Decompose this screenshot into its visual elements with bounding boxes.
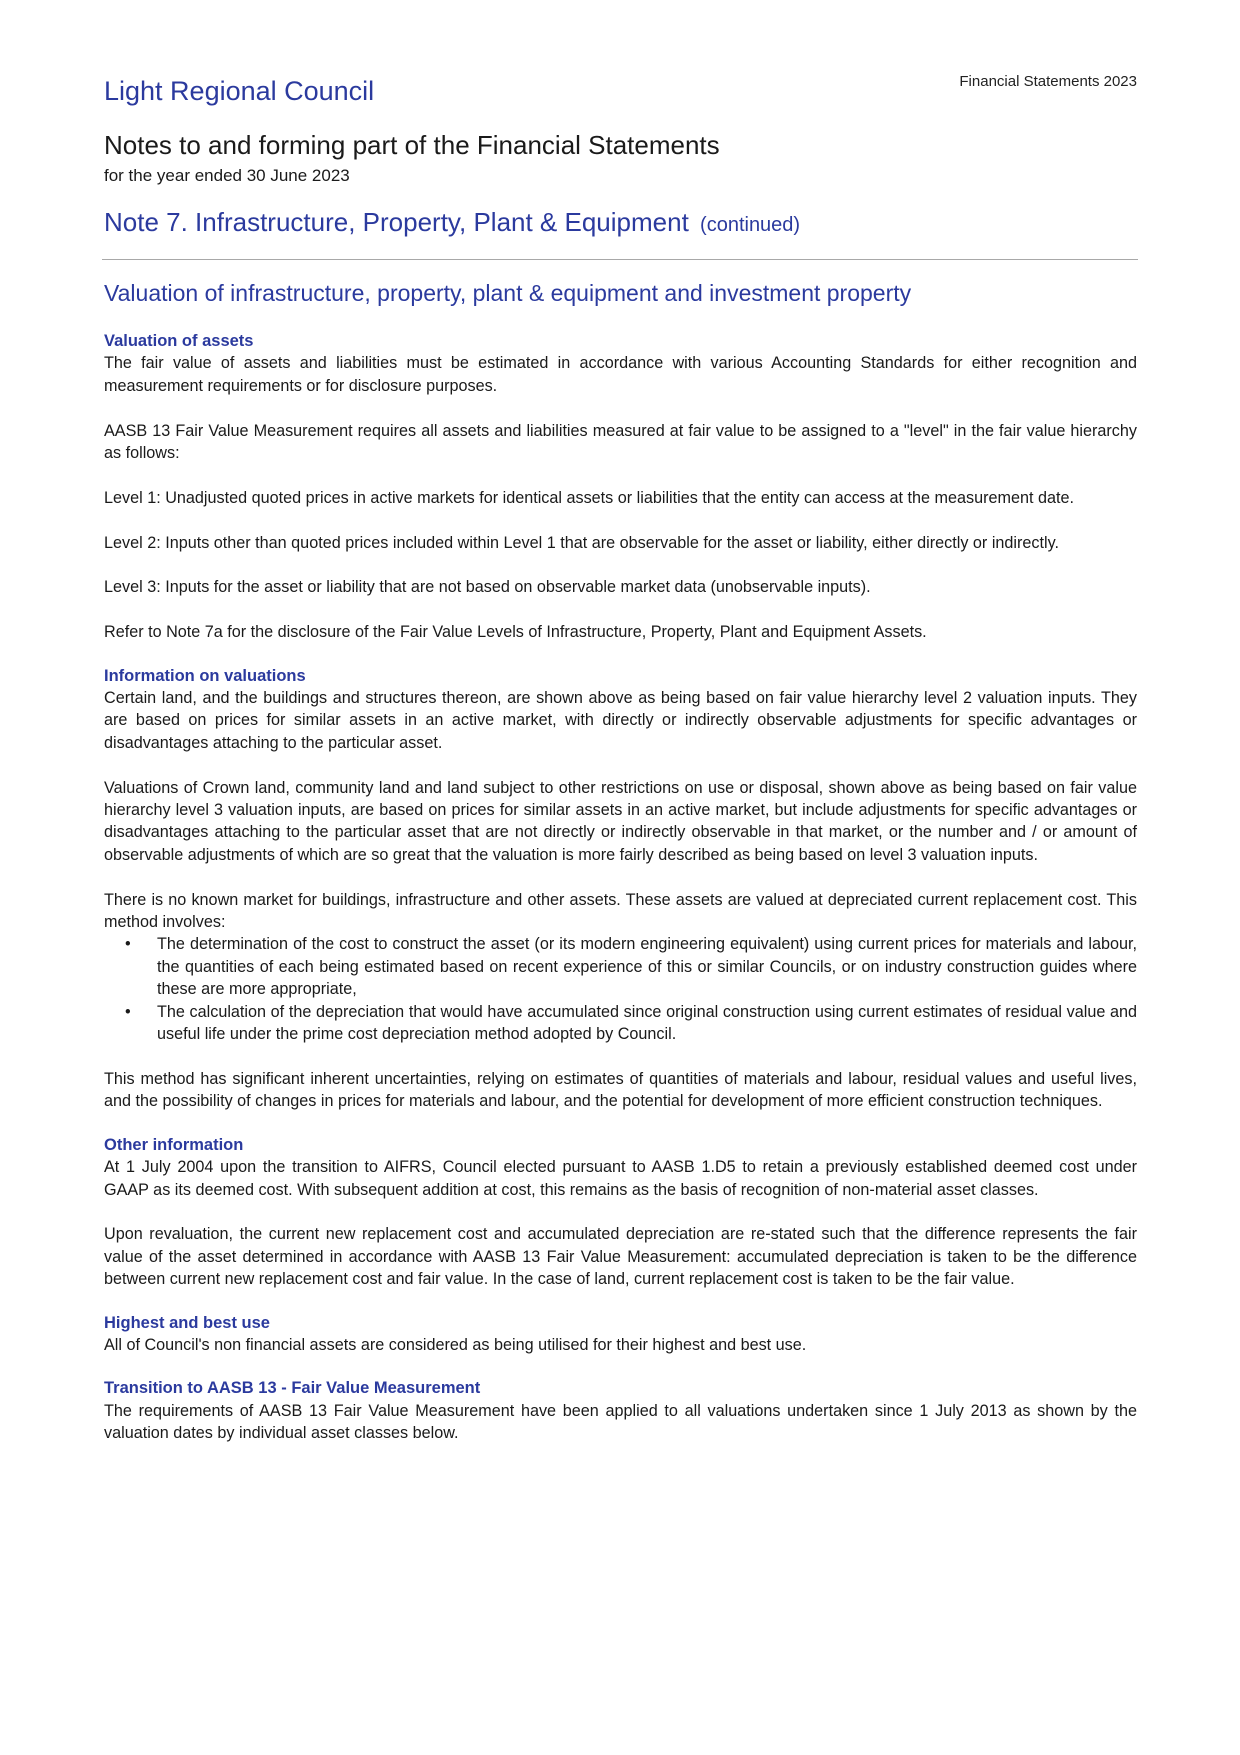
note-continued: (continued): [700, 214, 801, 236]
heading-highest-and-best-use: Highest and best use: [104, 1313, 270, 1332]
list-item-text: The calculation of the depreciation that would have accumulated since original construction using current estimates of residual value and useful life under the prime cost depreciation method adopted by Council.: [157, 1002, 1137, 1044]
notes-title: Notes to and forming part of the Financial Statements: [104, 130, 720, 160]
divider: [102, 259, 1138, 260]
body-content: [104, 330, 1137, 1467]
paragraph: AASB 13 Fair Value Measurement requires all assets and liabilities measured at fair value to be assigned to a "level" in the fair value hierarchy as follows:: [104, 421, 1137, 463]
list-item: [104, 1001, 1137, 1046]
bullet-icon: •: [125, 935, 131, 954]
year-ended: for the year ended 30 June 2023: [104, 166, 350, 185]
heading-transition-aasb-13: Transition to AASB 13 - Fair Value Measurement: [104, 1379, 481, 1398]
heading-other-information: Other information: [104, 1135, 244, 1154]
org-name: Light Regional Council: [104, 76, 375, 106]
paragraph-level-1: Level 1: Unadjusted quoted prices in active markets for identical assets or liabilities that the entity can access at the measurement date.: [104, 488, 1074, 507]
document-label: Financial Statements 2023: [959, 73, 1137, 90]
heading-valuation-of-assets: Valuation of assets: [104, 332, 254, 350]
paragraph-level-2: Level 2: Inputs other than quoted prices included within Level 1 that are observable for the asset or liability, either directly or indirectly.: [104, 533, 1059, 552]
paragraph: Valuations of Crown land, community land and land subject to other restrictions on use or disposal, shown above as being based on fair value hierarchy level 3 valuation inputs, are based on prices for similar assets in an active market, but include adjustments for specific advantages or disadvantages attaching to the particular asset that are not directly or indirectly observable in that market, or the number and / or amount of observable adjustments of which are so great that the valuation is more fairly described as being based on level 3 valuation inputs.: [104, 778, 1137, 864]
paragraph: The fair value of assets and liabilities must be estimated in accordance with various Accounting Standards for either recognition and measurement requirements or for disclosure purposes.: [104, 354, 1137, 395]
heading-information-on-valuations: Information on valuations: [104, 666, 306, 685]
list-item-text: The determination of the cost to construct the asset (or its modern engineering equivalent) using current prices for materials and labour, the quantities of each being estimated based on recent experience of this or similar Councils, or on industry construction guides where these are more appropriate,: [157, 935, 1137, 999]
section-title: Valuation of infrastructure, property, plant & equipment and investment property: [104, 280, 912, 306]
bullet-icon: •: [125, 1002, 131, 1021]
paragraph: There is no known market for buildings, infrastructure and other assets. These assets are valued at depreciated current replacement cost. This method involves:: [104, 890, 1137, 932]
paragraph: The requirements of AASB 13 Fair Value Measurement have been applied to all valuations undertaken since 1 July 2013 as shown by the valuation dates by individual asset classes below.: [104, 1401, 1137, 1443]
note-title-text: Note 7. Infrastructure, Property, Plant & Equipment: [104, 207, 689, 237]
list-item: [104, 933, 1137, 1000]
note-title: [104, 207, 800, 238]
paragraph: All of Council's non financial assets are considered as being utilised for their highest and best use.: [104, 1335, 807, 1354]
paragraph: At 1 July 2004 upon the transition to AIFRS, Council elected pursuant to AASB 1.D5 to retain a previously established deemed cost under GAAP as its deemed cost. With subsequent addition at cost, this remains as the basis of recognition of non-material asset classes.: [104, 1158, 1137, 1199]
paragraph-refer: Refer to Note 7a for the disclosure of the Fair Value Levels of Infrastructure, Property, Plant and Equipment Assets.: [104, 623, 927, 642]
paragraph-level-3: Level 3: Inputs for the asset or liability that are not based on observable market data (unobservable inputs).: [104, 578, 871, 597]
paragraph: Certain land, and the buildings and structures thereon, are shown above as being based on fair value hierarchy level 2 valuation inputs. They are based on prices for similar assets in an active market, with directly or indirectly observable adjustments for specific advantages or disadvantages attaching to the particular asset.: [104, 689, 1137, 752]
paragraph: This method has significant inherent uncertainties, relying on estimates of quantities of materials and labour, residual values and useful lives, and the possibility of changes in prices for materials and labour, and the potential for development of more efficient construction techniques.: [104, 1069, 1137, 1111]
paragraph: Upon revaluation, the current new replacement cost and accumulated depreciation are re-stated such that the difference represents the fair value of the asset determined in accordance with AASB 13 Fair Value Measurement: accumulated depreciation is taken to be the difference between current new replacement cost and fair value. In the case of land, current replacement cost is taken to be the fair value.: [104, 1225, 1137, 1289]
bullet-list: [104, 933, 1137, 1045]
